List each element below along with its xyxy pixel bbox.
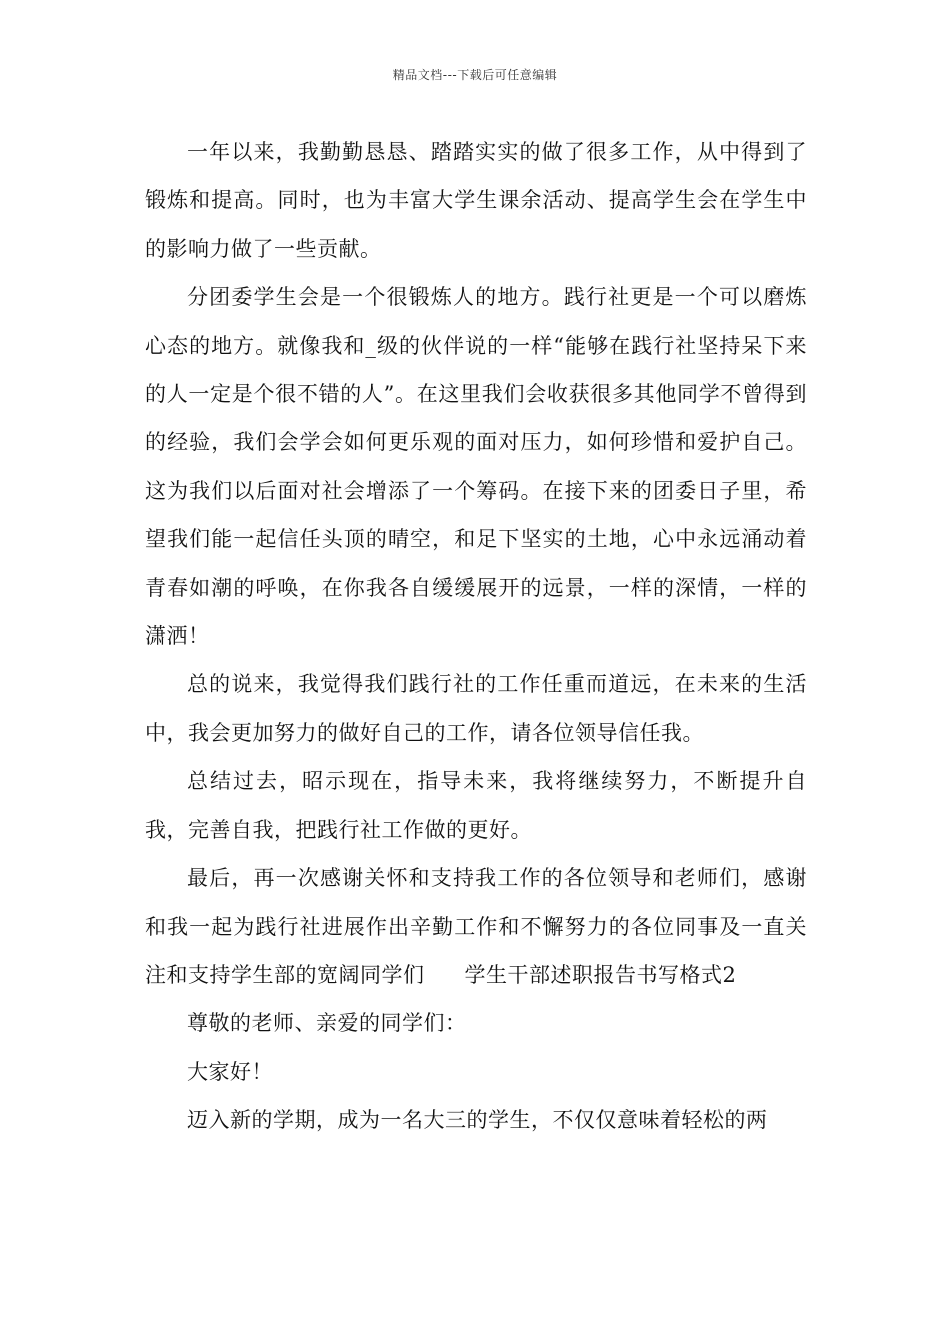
paragraph-4: 总结过去，昭示现在，指导未来，我将继续努力，不断提升自我，完善自我，把践行社工作做的更好。 xyxy=(145,769,807,842)
page-header: 精品文档---下载后可任意编辑 xyxy=(392,68,558,82)
document-body xyxy=(145,128,807,1145)
paragraph-3: 总的说来，我觉得我们践行社的工作任重而道远，在未来的生活中，我会更加努力的做好自己的工作，请各位领导信任我。 xyxy=(145,672,807,745)
paragraph-salutation: 尊敬的老师、亲爱的同学们： xyxy=(187,1011,467,1036)
paragraph-2: 分团委学生会是一个很锻炼人的地方。践行社更是一个可以磨炼心态的地方。就像我和_级的伙伴说的一样“能够在践行社坚持呆下来的人一定是个很不错的人”。在这里我们会收获很多其他同学不曾得到的经验，我们会学会如何更乐观的面对压力，如何珍惜和爱护自己。这为我们以后面对社会增添了一个筹码。在接下来的团委日子里，希望我们能一起信任头顶的晴空，和足下坚实的土地，心中永远涌动着青春如潮的呼唤，在你我各自缓缓展开的远景，一样的深情，一样的潇洒！ xyxy=(145,285,807,649)
paragraph-final: 迈入新的学期，成为一名大三的学生，不仅仅意味着轻松的两 xyxy=(187,1108,768,1133)
paragraph-closing xyxy=(145,854,807,999)
closing-text: 最后，再一次感谢关怀和支持我工作的各位领导和老师们，感谢和我一起为践行社进展作出辛勤工作和不懈努力的各位同事及一直关注和支持学生部的宽阔同学们 xyxy=(145,866,807,987)
next-section-title: 学生干部述职报告书写格式2 xyxy=(464,962,737,987)
paragraph-greeting: 大家好！ xyxy=(187,1059,273,1084)
paragraph-1: 一年以来，我勤勤恳恳、踏踏实实的做了很多工作，从中得到了锻炼和提高。同时，也为丰富大学生课余活动、提高学生会在学生中的影响力做了一些贡献。 xyxy=(145,140,807,261)
